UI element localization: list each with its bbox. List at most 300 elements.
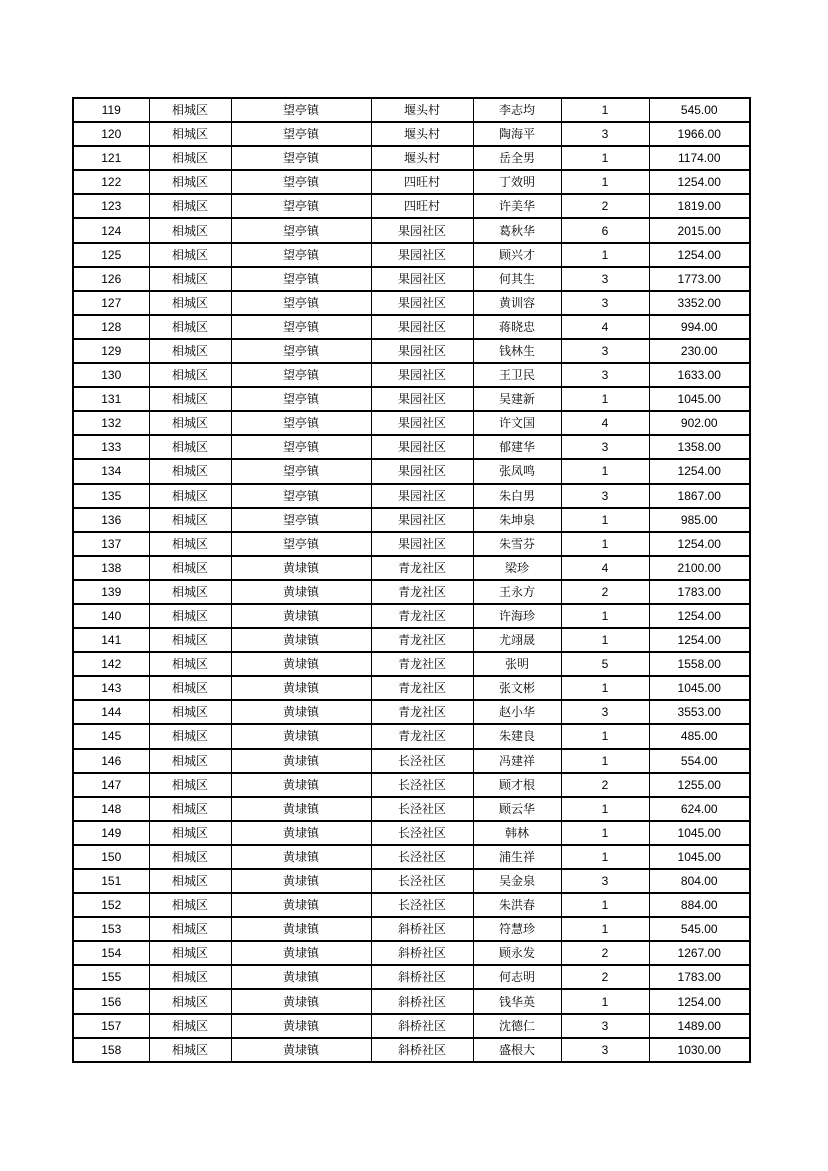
table-cell-amount: 1267.00	[649, 941, 750, 965]
table-row	[73, 773, 750, 797]
table-cell-count: 3	[561, 291, 649, 315]
table-cell-serial: 130	[73, 363, 149, 387]
table-cell-town: 黄埭镇	[231, 965, 371, 989]
table-row	[73, 267, 750, 291]
table-cell-town: 望亭镇	[231, 459, 371, 483]
table-cell-district: 相城区	[149, 435, 231, 459]
table-cell-count: 1	[561, 749, 649, 773]
table-cell-village: 青龙社区	[371, 700, 473, 724]
table-cell-village: 果园社区	[371, 387, 473, 411]
table-cell-district: 相城区	[149, 122, 231, 146]
table-row	[73, 339, 750, 363]
table-cell-town: 黄埭镇	[231, 724, 371, 748]
table-row	[73, 893, 750, 917]
table-cell-town: 望亭镇	[231, 484, 371, 508]
table-cell-village: 果园社区	[371, 267, 473, 291]
table-row	[73, 556, 750, 580]
table-cell-district: 相城区	[149, 387, 231, 411]
table-cell-district: 相城区	[149, 700, 231, 724]
table-cell-amount: 1254.00	[649, 532, 750, 556]
table-cell-district: 相城区	[149, 941, 231, 965]
table-cell-name: 朱洪春	[473, 893, 561, 917]
table-row	[73, 459, 750, 483]
table-cell-count: 3	[561, 122, 649, 146]
table-cell-district: 相城区	[149, 339, 231, 363]
table-cell-serial: 150	[73, 845, 149, 869]
table-cell-name: 朱坤泉	[473, 508, 561, 532]
table-cell-count: 1	[561, 604, 649, 628]
table-cell-count: 2	[561, 941, 649, 965]
table-cell-count: 1	[561, 628, 649, 652]
table-cell-serial: 158	[73, 1038, 149, 1062]
table-cell-village: 堰头村	[371, 122, 473, 146]
table-cell-count: 1	[561, 676, 649, 700]
table-cell-town: 黄埭镇	[231, 989, 371, 1013]
table-cell-village: 果园社区	[371, 363, 473, 387]
table-cell-name: 许海珍	[473, 604, 561, 628]
table-cell-district: 相城区	[149, 532, 231, 556]
table-cell-town: 黄埭镇	[231, 917, 371, 941]
table-cell-name: 符慧珍	[473, 917, 561, 941]
table-cell-district: 相城区	[149, 98, 231, 122]
table-cell-name: 朱白男	[473, 484, 561, 508]
table-cell-village: 果园社区	[371, 435, 473, 459]
table-cell-village: 长泾社区	[371, 773, 473, 797]
table-row	[73, 218, 750, 242]
table-cell-count: 4	[561, 315, 649, 339]
table-row	[73, 604, 750, 628]
table-cell-count: 1	[561, 821, 649, 845]
table-cell-town: 望亭镇	[231, 146, 371, 170]
table-cell-amount: 1254.00	[649, 170, 750, 194]
table-cell-serial: 119	[73, 98, 149, 122]
table-cell-village: 堰头村	[371, 98, 473, 122]
table-cell-name: 李志均	[473, 98, 561, 122]
table-row	[73, 411, 750, 435]
table-cell-serial: 155	[73, 965, 149, 989]
table-cell-town: 黄埭镇	[231, 845, 371, 869]
table-cell-district: 相城区	[149, 508, 231, 532]
table-cell-village: 长泾社区	[371, 797, 473, 821]
table-cell-district: 相城区	[149, 917, 231, 941]
table-cell-amount: 1045.00	[649, 676, 750, 700]
table-cell-town: 望亭镇	[231, 315, 371, 339]
table-cell-name: 赵小华	[473, 700, 561, 724]
table-cell-amount: 1966.00	[649, 122, 750, 146]
table-cell-serial: 129	[73, 339, 149, 363]
table-cell-serial: 141	[73, 628, 149, 652]
table-cell-name: 王卫民	[473, 363, 561, 387]
table-cell-amount: 1255.00	[649, 773, 750, 797]
table-row	[73, 194, 750, 218]
table-cell-village: 果园社区	[371, 291, 473, 315]
table-cell-district: 相城区	[149, 821, 231, 845]
table-cell-village: 果园社区	[371, 508, 473, 532]
table-cell-name: 张文彬	[473, 676, 561, 700]
table-cell-town: 黄埭镇	[231, 773, 371, 797]
table-cell-town: 黄埭镇	[231, 580, 371, 604]
table-row	[73, 989, 750, 1013]
table-cell-district: 相城区	[149, 1038, 231, 1062]
table-cell-district: 相城区	[149, 604, 231, 628]
table-cell-amount: 554.00	[649, 749, 750, 773]
table-cell-amount: 230.00	[649, 339, 750, 363]
table-cell-village: 青龙社区	[371, 676, 473, 700]
table-cell-amount: 804.00	[649, 869, 750, 893]
table-cell-village: 果园社区	[371, 315, 473, 339]
table-cell-amount: 485.00	[649, 724, 750, 748]
table-cell-amount: 994.00	[649, 315, 750, 339]
table-cell-serial: 143	[73, 676, 149, 700]
table-row	[73, 749, 750, 773]
table-cell-town: 望亭镇	[231, 98, 371, 122]
table-cell-village: 青龙社区	[371, 652, 473, 676]
table-cell-village: 斜桥社区	[371, 965, 473, 989]
table-row	[73, 869, 750, 893]
table-cell-village: 长泾社区	[371, 845, 473, 869]
table-cell-town: 黄埭镇	[231, 628, 371, 652]
table-cell-village: 长泾社区	[371, 869, 473, 893]
table-cell-name: 蒋晓忠	[473, 315, 561, 339]
table-cell-serial: 127	[73, 291, 149, 315]
table-row	[73, 797, 750, 821]
table-cell-town: 望亭镇	[231, 243, 371, 267]
table-cell-district: 相城区	[149, 363, 231, 387]
table-row	[73, 941, 750, 965]
table-row	[73, 1014, 750, 1038]
table-cell-town: 望亭镇	[231, 435, 371, 459]
table-cell-serial: 147	[73, 773, 149, 797]
table-cell-count: 2	[561, 194, 649, 218]
table-row	[73, 532, 750, 556]
table-cell-name: 朱建良	[473, 724, 561, 748]
table-cell-village: 果园社区	[371, 339, 473, 363]
table-cell-name: 沈德仁	[473, 1014, 561, 1038]
table-cell-town: 望亭镇	[231, 194, 371, 218]
table-cell-name: 顾兴才	[473, 243, 561, 267]
table-cell-district: 相城区	[149, 965, 231, 989]
table-cell-amount: 624.00	[649, 797, 750, 821]
table-cell-name: 何志明	[473, 965, 561, 989]
table-cell-district: 相城区	[149, 218, 231, 242]
table-cell-town: 黄埭镇	[231, 556, 371, 580]
table-cell-town: 望亭镇	[231, 267, 371, 291]
table-cell-count: 1	[561, 724, 649, 748]
table-cell-name: 岳全男	[473, 146, 561, 170]
table-cell-amount: 2100.00	[649, 556, 750, 580]
table-cell-count: 2	[561, 580, 649, 604]
table-cell-count: 6	[561, 218, 649, 242]
table-cell-serial: 125	[73, 243, 149, 267]
table-row	[73, 146, 750, 170]
table-cell-serial: 120	[73, 122, 149, 146]
table-cell-count: 3	[561, 267, 649, 291]
table-cell-serial: 156	[73, 989, 149, 1013]
table-cell-count: 1	[561, 170, 649, 194]
table-cell-name: 何其生	[473, 267, 561, 291]
table-cell-district: 相城区	[149, 315, 231, 339]
table-cell-serial: 122	[73, 170, 149, 194]
table-cell-town: 望亭镇	[231, 170, 371, 194]
table-cell-town: 黄埭镇	[231, 652, 371, 676]
table-cell-district: 相城区	[149, 797, 231, 821]
table-cell-amount: 1254.00	[649, 628, 750, 652]
table-cell-district: 相城区	[149, 411, 231, 435]
table-cell-name: 钱林生	[473, 339, 561, 363]
table-cell-serial: 146	[73, 749, 149, 773]
table-cell-amount: 2015.00	[649, 218, 750, 242]
table-cell-amount: 1045.00	[649, 387, 750, 411]
table-cell-amount: 1489.00	[649, 1014, 750, 1038]
table-cell-count: 4	[561, 556, 649, 580]
table-cell-district: 相城区	[149, 893, 231, 917]
table-cell-count: 3	[561, 484, 649, 508]
table-cell-town: 望亭镇	[231, 339, 371, 363]
table-cell-serial: 142	[73, 652, 149, 676]
table-cell-serial: 145	[73, 724, 149, 748]
table-row	[73, 243, 750, 267]
table-cell-serial: 151	[73, 869, 149, 893]
table-cell-amount: 1254.00	[649, 243, 750, 267]
table-row	[73, 917, 750, 941]
table-cell-village: 果园社区	[371, 411, 473, 435]
table-row	[73, 652, 750, 676]
table-row	[73, 122, 750, 146]
table-cell-serial: 131	[73, 387, 149, 411]
table-cell-village: 四旺村	[371, 194, 473, 218]
table-cell-name: 韩林	[473, 821, 561, 845]
table-cell-count: 4	[561, 411, 649, 435]
table-cell-amount: 1819.00	[649, 194, 750, 218]
table-cell-serial: 148	[73, 797, 149, 821]
table-cell-amount: 1783.00	[649, 580, 750, 604]
table-cell-count: 2	[561, 773, 649, 797]
table-cell-count: 1	[561, 893, 649, 917]
table-cell-amount: 1773.00	[649, 267, 750, 291]
table-cell-amount: 1633.00	[649, 363, 750, 387]
table-cell-district: 相城区	[149, 989, 231, 1013]
table-cell-name: 陶海平	[473, 122, 561, 146]
table-cell-district: 相城区	[149, 194, 231, 218]
table-cell-town: 黄埭镇	[231, 941, 371, 965]
table-cell-district: 相城区	[149, 484, 231, 508]
table-cell-count: 3	[561, 435, 649, 459]
table-cell-serial: 135	[73, 484, 149, 508]
table-cell-serial: 153	[73, 917, 149, 941]
table-cell-name: 吴金泉	[473, 869, 561, 893]
table-cell-village: 斜桥社区	[371, 1014, 473, 1038]
table-cell-count: 1	[561, 243, 649, 267]
table-cell-serial: 126	[73, 267, 149, 291]
table-cell-village: 四旺村	[371, 170, 473, 194]
table-cell-district: 相城区	[149, 459, 231, 483]
table-cell-village: 堰头村	[371, 146, 473, 170]
table-cell-town: 黄埭镇	[231, 869, 371, 893]
table-cell-village: 果园社区	[371, 484, 473, 508]
table-cell-name: 许美华	[473, 194, 561, 218]
table-cell-count: 1	[561, 989, 649, 1013]
table-cell-district: 相城区	[149, 291, 231, 315]
table-cell-serial: 149	[73, 821, 149, 845]
table-cell-name: 许文国	[473, 411, 561, 435]
table-cell-count: 3	[561, 1014, 649, 1038]
table-row	[73, 363, 750, 387]
table-row	[73, 628, 750, 652]
table-cell-amount: 1358.00	[649, 435, 750, 459]
table-cell-count: 1	[561, 387, 649, 411]
table-cell-serial: 136	[73, 508, 149, 532]
table-cell-district: 相城区	[149, 869, 231, 893]
table-row	[73, 291, 750, 315]
table-cell-amount: 985.00	[649, 508, 750, 532]
table-cell-name: 梁珍	[473, 556, 561, 580]
table-cell-amount: 1045.00	[649, 845, 750, 869]
table-cell-town: 黄埭镇	[231, 676, 371, 700]
table-cell-name: 冯建祥	[473, 749, 561, 773]
table-row	[73, 845, 750, 869]
table-cell-village: 果园社区	[371, 243, 473, 267]
table-cell-district: 相城区	[149, 773, 231, 797]
table-cell-village: 长泾社区	[371, 821, 473, 845]
table-cell-town: 黄埭镇	[231, 1014, 371, 1038]
table-cell-name: 顾才根	[473, 773, 561, 797]
table-cell-count: 1	[561, 146, 649, 170]
table-cell-amount: 1867.00	[649, 484, 750, 508]
table-cell-village: 青龙社区	[371, 604, 473, 628]
table-cell-serial: 138	[73, 556, 149, 580]
table-cell-name: 浦生祥	[473, 845, 561, 869]
table-cell-name: 王永方	[473, 580, 561, 604]
table-cell-name: 黄训容	[473, 291, 561, 315]
table-cell-district: 相城区	[149, 676, 231, 700]
table-cell-amount: 1558.00	[649, 652, 750, 676]
table-cell-count: 1	[561, 98, 649, 122]
table-cell-district: 相城区	[149, 580, 231, 604]
table-cell-serial: 140	[73, 604, 149, 628]
table-cell-district: 相城区	[149, 749, 231, 773]
table-cell-count: 1	[561, 845, 649, 869]
table-cell-serial: 137	[73, 532, 149, 556]
table-cell-count: 1	[561, 917, 649, 941]
table-cell-serial: 121	[73, 146, 149, 170]
table-row	[73, 484, 750, 508]
table-row	[73, 965, 750, 989]
table-cell-district: 相城区	[149, 146, 231, 170]
table-row	[73, 435, 750, 459]
table-cell-serial: 133	[73, 435, 149, 459]
table-cell-town: 望亭镇	[231, 508, 371, 532]
table-cell-serial: 139	[73, 580, 149, 604]
table-row	[73, 1038, 750, 1062]
table-cell-district: 相城区	[149, 652, 231, 676]
table-cell-count: 1	[561, 459, 649, 483]
table-cell-town: 望亭镇	[231, 122, 371, 146]
table-cell-count: 5	[561, 652, 649, 676]
table-cell-town: 黄埭镇	[231, 893, 371, 917]
table-cell-town: 望亭镇	[231, 363, 371, 387]
table-cell-town: 黄埭镇	[231, 797, 371, 821]
table-cell-count: 3	[561, 1038, 649, 1062]
table-cell-name: 尤翊晟	[473, 628, 561, 652]
table-cell-amount: 1254.00	[649, 989, 750, 1013]
table-cell-name: 葛秋华	[473, 218, 561, 242]
table-cell-village: 果园社区	[371, 532, 473, 556]
table-cell-amount: 1254.00	[649, 604, 750, 628]
table-row	[73, 821, 750, 845]
table-row	[73, 580, 750, 604]
table-cell-name: 顾云华	[473, 797, 561, 821]
table-cell-amount: 3553.00	[649, 700, 750, 724]
table-cell-district: 相城区	[149, 243, 231, 267]
table-cell-town: 黄埭镇	[231, 1038, 371, 1062]
table-cell-amount: 1254.00	[649, 459, 750, 483]
table-cell-count: 2	[561, 965, 649, 989]
table-cell-village: 青龙社区	[371, 556, 473, 580]
table-cell-district: 相城区	[149, 1014, 231, 1038]
table-cell-count: 3	[561, 363, 649, 387]
table-cell-village: 斜桥社区	[371, 1038, 473, 1062]
table-cell-serial: 134	[73, 459, 149, 483]
table-cell-count: 1	[561, 508, 649, 532]
table-cell-serial: 128	[73, 315, 149, 339]
table-cell-village: 果园社区	[371, 459, 473, 483]
table-cell-district: 相城区	[149, 628, 231, 652]
table-cell-amount: 1030.00	[649, 1038, 750, 1062]
table-cell-name: 朱雪芬	[473, 532, 561, 556]
table-cell-amount: 545.00	[649, 98, 750, 122]
table-cell-district: 相城区	[149, 556, 231, 580]
table-cell-name: 郁建华	[473, 435, 561, 459]
table-cell-serial: 154	[73, 941, 149, 965]
table-cell-district: 相城区	[149, 267, 231, 291]
table-cell-amount: 902.00	[649, 411, 750, 435]
table-cell-name: 盛根大	[473, 1038, 561, 1062]
table-body	[73, 98, 750, 1062]
table-cell-district: 相城区	[149, 845, 231, 869]
table-cell-count: 3	[561, 700, 649, 724]
table-cell-town: 望亭镇	[231, 387, 371, 411]
table-cell-town: 望亭镇	[231, 411, 371, 435]
table-row	[73, 508, 750, 532]
table-cell-serial: 124	[73, 218, 149, 242]
table-cell-name: 张凤鸣	[473, 459, 561, 483]
table-cell-village: 青龙社区	[371, 580, 473, 604]
table-cell-town: 黄埭镇	[231, 700, 371, 724]
table-cell-serial: 123	[73, 194, 149, 218]
table-row	[73, 315, 750, 339]
table-cell-village: 长泾社区	[371, 749, 473, 773]
table-cell-village: 长泾社区	[371, 893, 473, 917]
table-cell-village: 青龙社区	[371, 628, 473, 652]
table-row	[73, 700, 750, 724]
table-cell-name: 张明	[473, 652, 561, 676]
table-cell-town: 黄埭镇	[231, 604, 371, 628]
table-cell-amount: 1045.00	[649, 821, 750, 845]
table-cell-count: 1	[561, 532, 649, 556]
table-cell-amount: 884.00	[649, 893, 750, 917]
table-cell-serial: 157	[73, 1014, 149, 1038]
table-cell-serial: 132	[73, 411, 149, 435]
table-cell-serial: 144	[73, 700, 149, 724]
table-row	[73, 724, 750, 748]
table-cell-name: 丁效明	[473, 170, 561, 194]
table-cell-village: 斜桥社区	[371, 989, 473, 1013]
table-row	[73, 98, 750, 122]
table-cell-village: 青龙社区	[371, 724, 473, 748]
table-cell-name: 顾永发	[473, 941, 561, 965]
records-table	[72, 97, 751, 1063]
table-cell-count: 3	[561, 869, 649, 893]
